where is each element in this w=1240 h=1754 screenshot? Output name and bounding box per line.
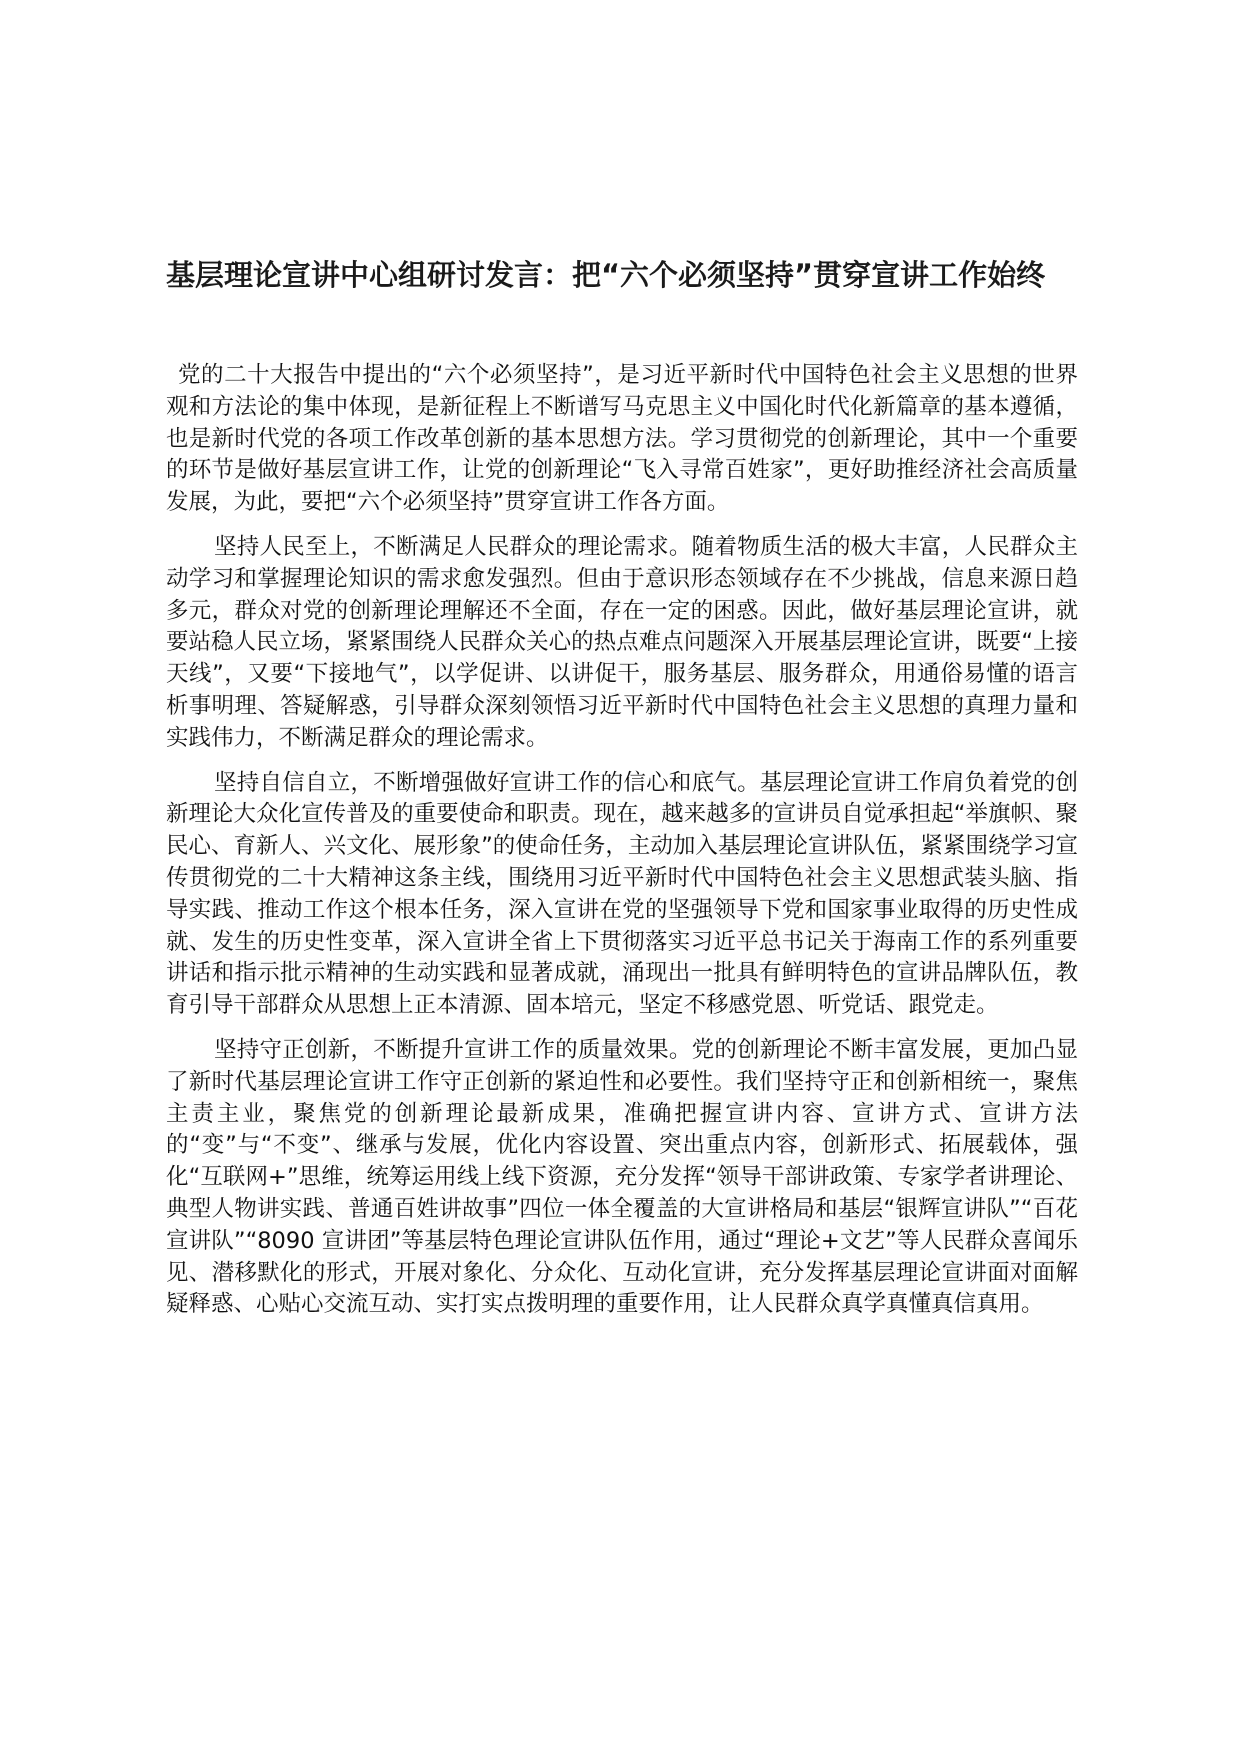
paragraph-intro: 党的二十大报告中提出的“六个必须坚持”，是习近平新时代中国特色社会主义思想的世界观和方法论的集中体现，是新征程上不断谱写马克思主义中国化时代化新篇章的基本遵循，也是新时代党的各项工作改革创新的基本思想方法。学习贯彻党的创新理论，其中一个重要的环节是做好基层宣讲工作，让党的创新理论“飞入寻常百姓家”，更好助推经济社会高质量发展，为此，要把“六个必须坚持”贯穿宣讲工作各方面。: [166, 362, 1078, 516]
paragraph-people-first: 坚持人民至上，不断满足人民群众的理论需求。随着物质生活的极大丰富，人民群众主动学习和掌握理论知识的需求愈发强烈。但由于意识形态领域存在不少挑战，信息来源日趋多元，群众对党的创新理论理解还不全面，存在一定的困惑。因此，做好基层理论宣讲，就要站稳人民立场，紧紧围绕人民群众关心的热点难点问题深入开展基层理论宣讲，既要“上接天线”，又要“下接地气”，以学促讲、以讲促干，服务基层、服务群众，用通俗易懂的语言析事明理、答疑解惑，引导群众深刻领悟习近平新时代中国特色社会主义思想的真理力量和实践伟力，不断满足群众的理论需求。: [166, 533, 1078, 751]
document-title: 基层理论宣讲中心组研讨发言：把“六个必须坚持”贯穿宣讲工作始终: [166, 258, 1046, 292]
paragraph-self-confidence: 坚持自信自立，不断增强做好宣讲工作的信心和底气。基层理论宣讲工作肩负着党的创新理论大众化宣传普及的重要使命和职责。现在，越来越多的宣讲员自觉承担起“举旗帜、聚民心、育新人、兴文化、展形象”的使命任务，主动加入基层理论宣讲队伍，紧紧围绕学习宣传贯彻党的二十大精神这条主线，围绕用习近平新时代中国特色社会主义思想武装头脑、指导实践、推动工作这个根本任务，深入宣讲在党的坚强领导下党和国家事业取得的历史性成就、发生的历史性变革，深入宣讲全省上下贯彻落实习近平总书记关于海南工作的系列重要讲话和指示批示精神的生动实践和显著成就，涌现出一批具有鲜明特色的宣讲品牌队伍，教育引导干部群众从思想上正本清源、固本培元，坚定不移感党恩、听党话、跟党走。: [166, 769, 1078, 1019]
document-body: [166, 360, 1078, 1334]
paragraph-innovation: 坚持守正创新，不断提升宣讲工作的质量效果。党的创新理论不断丰富发展，更加凸显了新时代基层理论宣讲工作守正创新的紧迫性和必要性。我们坚持守正和创新相统一，聚焦主责主业，聚焦党的创新理论最新成果，准确把握宣讲内容、宣讲方式、宣讲方法的“变”与“不变”、继承与发展，优化内容设置、突出重点内容，创新形式、拓展载体，强化“互联网+”思维，统筹运用线上线下资源，充分发挥“领导干部讲政策、专家学者讲理论、典型人物讲实践、普通百姓讲故事”四位一体全覆盖的大宣讲格局和基层“银辉宣讲队”“百花宣讲队”“8090 宣讲团”等基层特色理论宣讲队伍作用，通过“理论+文艺”等人民群众喜闻乐见、潜移默化的形式，开展对象化、分众化、互动化宣讲，充分发挥基层理论宣讲面对面解疑释惑、心贴心交流互动、实打实点拨明理的重要作用，让人民群众真学真懂真信真用。: [166, 1036, 1078, 1318]
